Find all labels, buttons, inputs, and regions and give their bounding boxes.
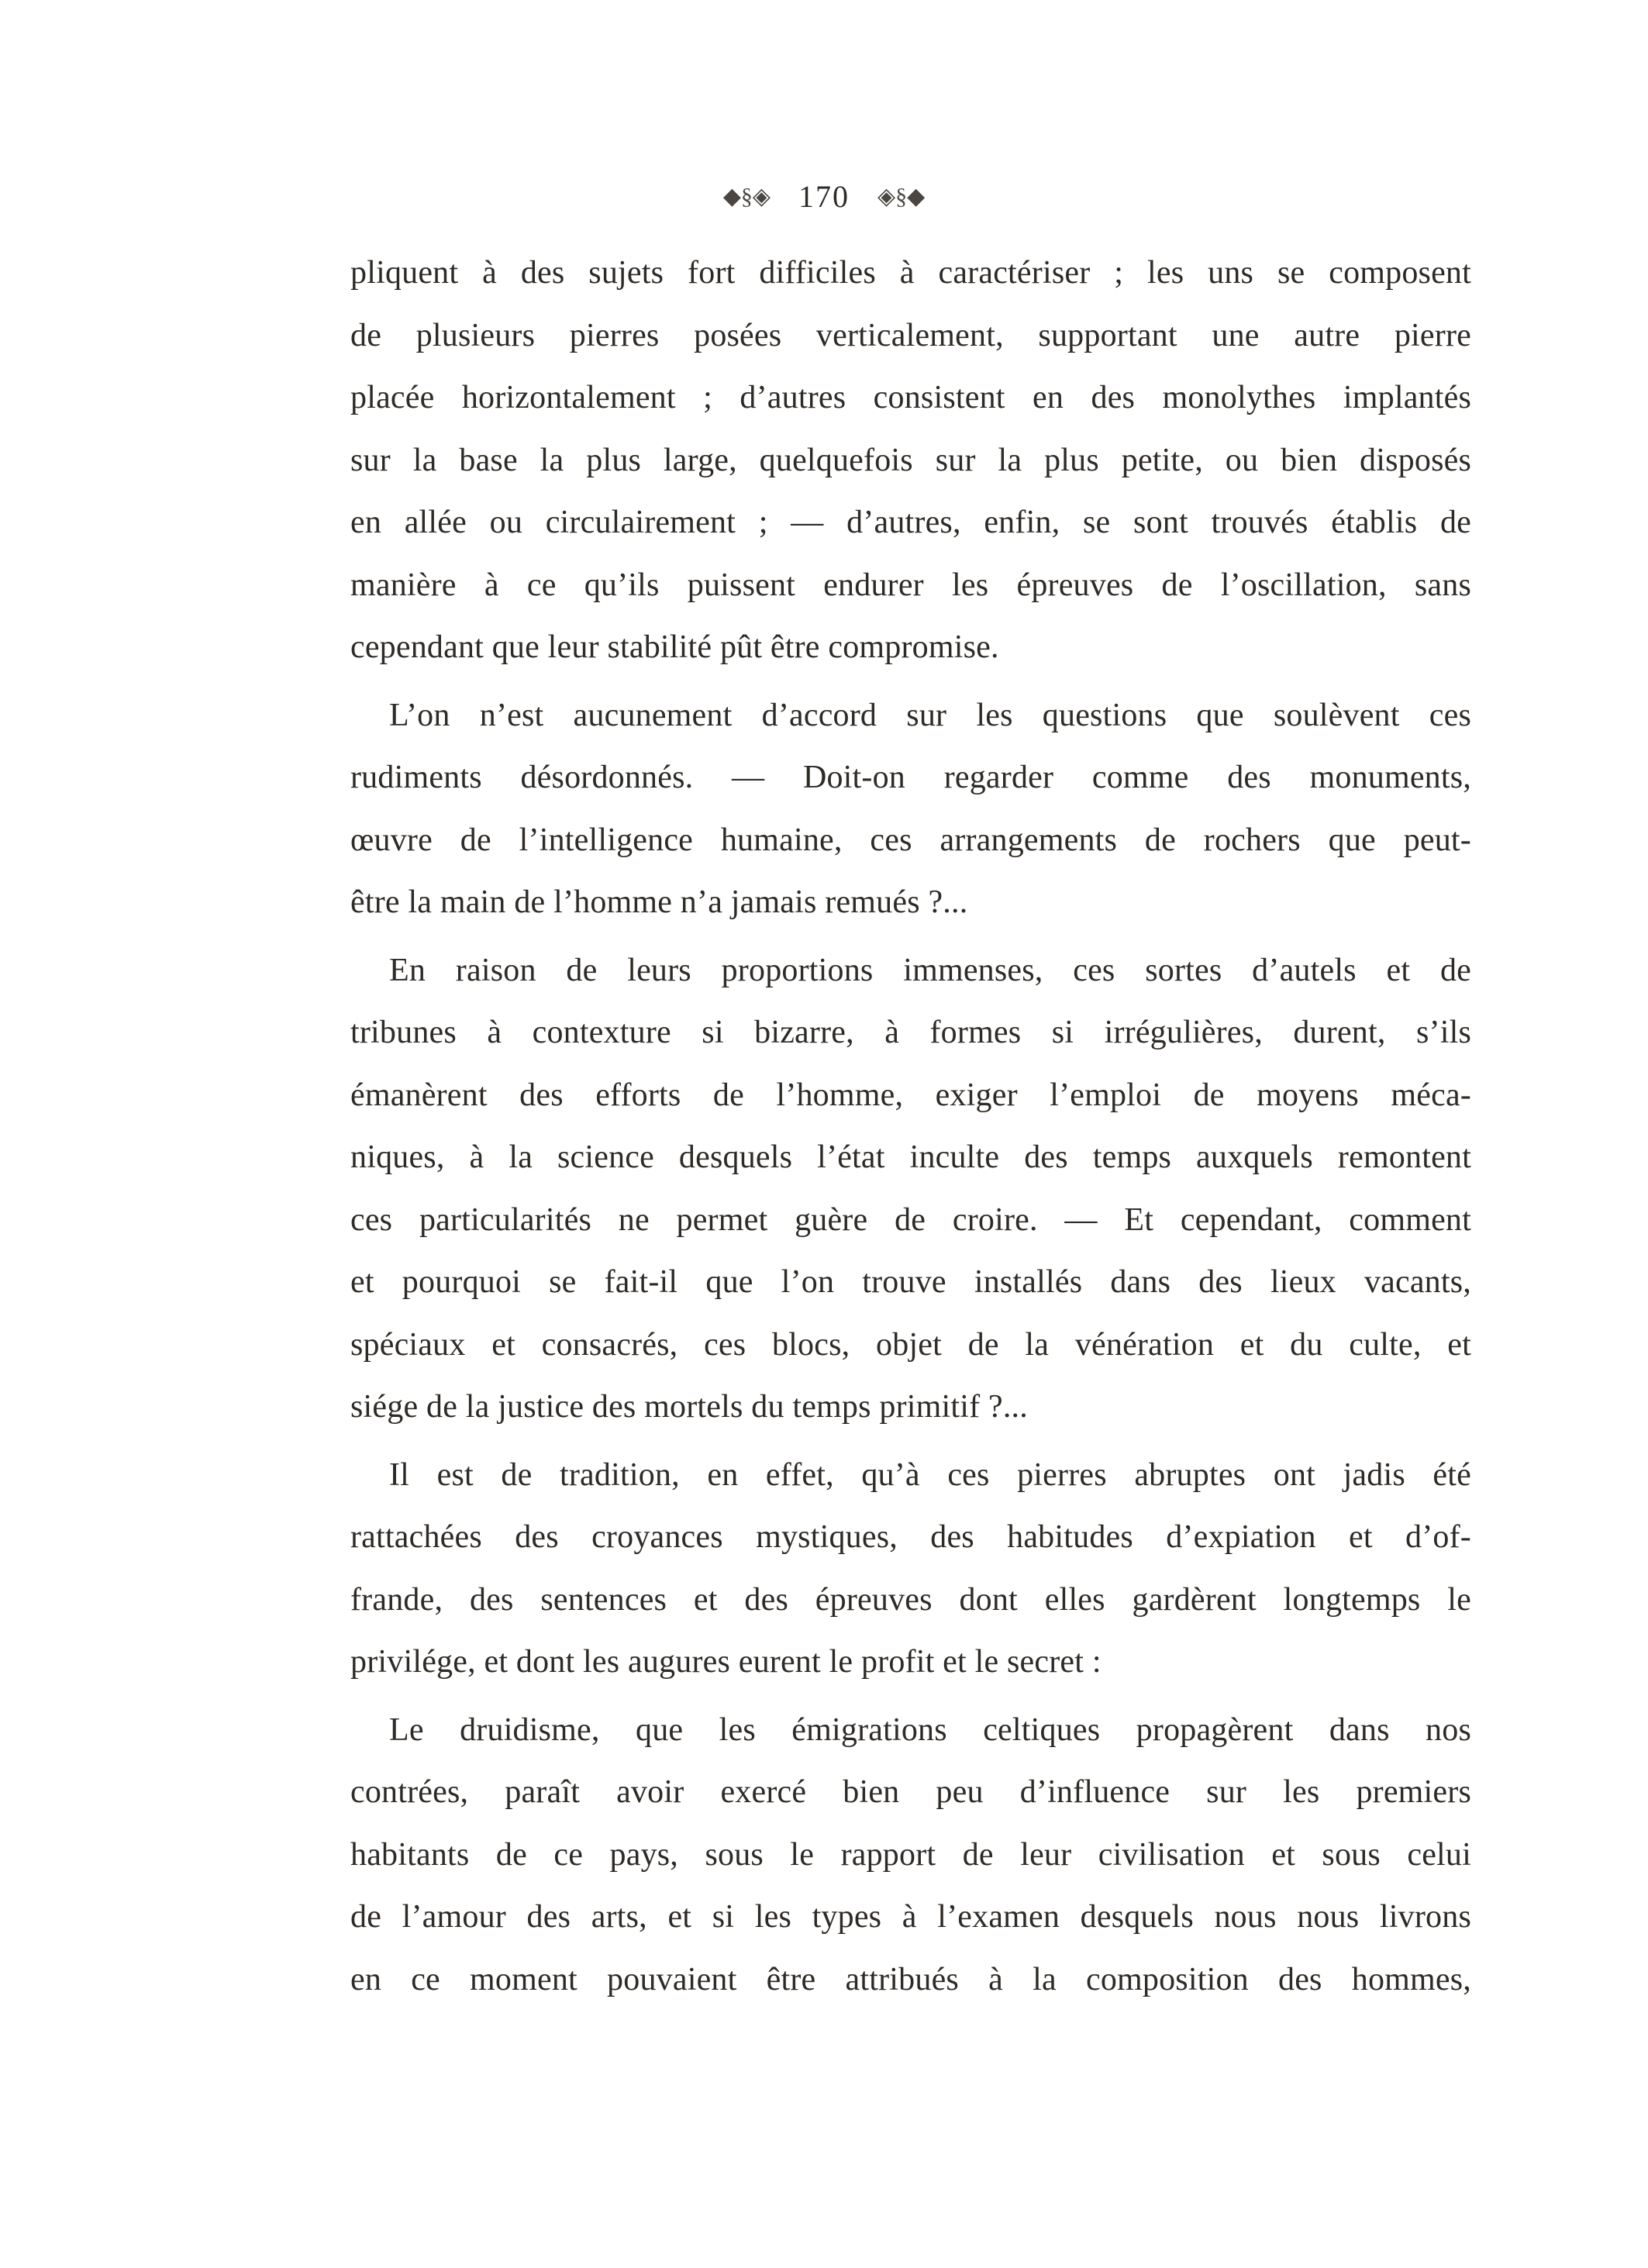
page-header	[0, 174, 1648, 216]
text-line: pliquent à des sujets fort difficiles à caractériser ; les uns se composent	[350, 255, 1471, 291]
text-line: placée horizontalement ; d’autres consistent en des monolythes implantés	[350, 380, 1471, 415]
text-line: siége de la justice des mortels du temps primitif ?...	[350, 1389, 1028, 1425]
text-line: manière à ce qu’ils puissent endurer les épreuves de l’oscillation, sans	[350, 567, 1471, 603]
ornament-left-icon: ◆§◈	[722, 183, 771, 209]
text-line: ces particularités ne permet guère de croire. — Et cependant, comment	[350, 1201, 1471, 1238]
text-line: rudiments désordonnés. — Doit-on regarder comme des monuments,	[350, 760, 1471, 795]
text-line: spéciaux et consacrés, ces blocs, objet de la vénération et du culte, et	[350, 1326, 1471, 1363]
text-line: sur la base la plus large, quelquefois sur la plus petite, ou bien disposés	[350, 442, 1471, 478]
text-line: et pourquoi se fait-il que l’on trouve installés dans des lieux vacants,	[350, 1264, 1471, 1300]
ornament-right-icon: ◈§◆	[877, 183, 926, 209]
text-line: en ce moment pouvaient être attribués à la composition des hommes,	[350, 1961, 1471, 1997]
body-text	[350, 242, 1471, 2011]
text-line: en allée ou circulairement ; — d’autres, enfin, se sont trouvés établis de	[350, 505, 1471, 540]
text-line: Le druidisme, que les émigrations celtiques propagèrent dans nos	[389, 1711, 1471, 1748]
text-line: œuvre de l’intelligence humaine, ces arrangements de rochers que peut-	[350, 822, 1471, 858]
text-line: En raison de leurs proportions immenses, ces sortes d’autels et de	[389, 952, 1471, 988]
text-line: de plusieurs pierres posées verticalement, supportant une autre pierre	[350, 317, 1471, 353]
page-number: 170	[798, 178, 850, 214]
text-line: L’on n’est aucunement d’accord sur les questions que soulèvent ces	[389, 697, 1471, 733]
text-line: habitants de ce pays, sous le rapport de leur civilisation et sous celui	[350, 1836, 1471, 1873]
text-line: cependant que leur stabilité pût être compromise.	[350, 629, 999, 665]
text-line: de l’amour des arts, et si les types à l’examen desquels nous nous livrons	[350, 1899, 1471, 1935]
text-line: Il est de tradition, en effet, qu’à ces pierres abruptes ont jadis été	[389, 1456, 1471, 1493]
text-line: contrées, paraît avoir exercé bien peu d’influence sur les premiers	[350, 1774, 1471, 1810]
text-line: rattachées des croyances mystiques, des habitudes d’expiation et d’of-	[350, 1519, 1471, 1555]
text-line: émanèrent des efforts de l’homme, exiger l’emploi de moyens méca-	[350, 1077, 1471, 1113]
text-line: tribunes à contexture si bizarre, à formes si irrégulières, durent, s’ils	[350, 1015, 1471, 1050]
text-line: être la main de l’homme n’a jamais remués ?...	[350, 884, 968, 920]
text-line: niques, à la science desquels l’état inculte des temps auxquels remontent	[350, 1139, 1471, 1175]
text-line: privilége, et dont les augures eurent le profit et le secret :	[350, 1644, 1102, 1680]
text-line: frande, des sentences et des épreuves dont elles gardèrent longtemps le	[350, 1581, 1471, 1618]
